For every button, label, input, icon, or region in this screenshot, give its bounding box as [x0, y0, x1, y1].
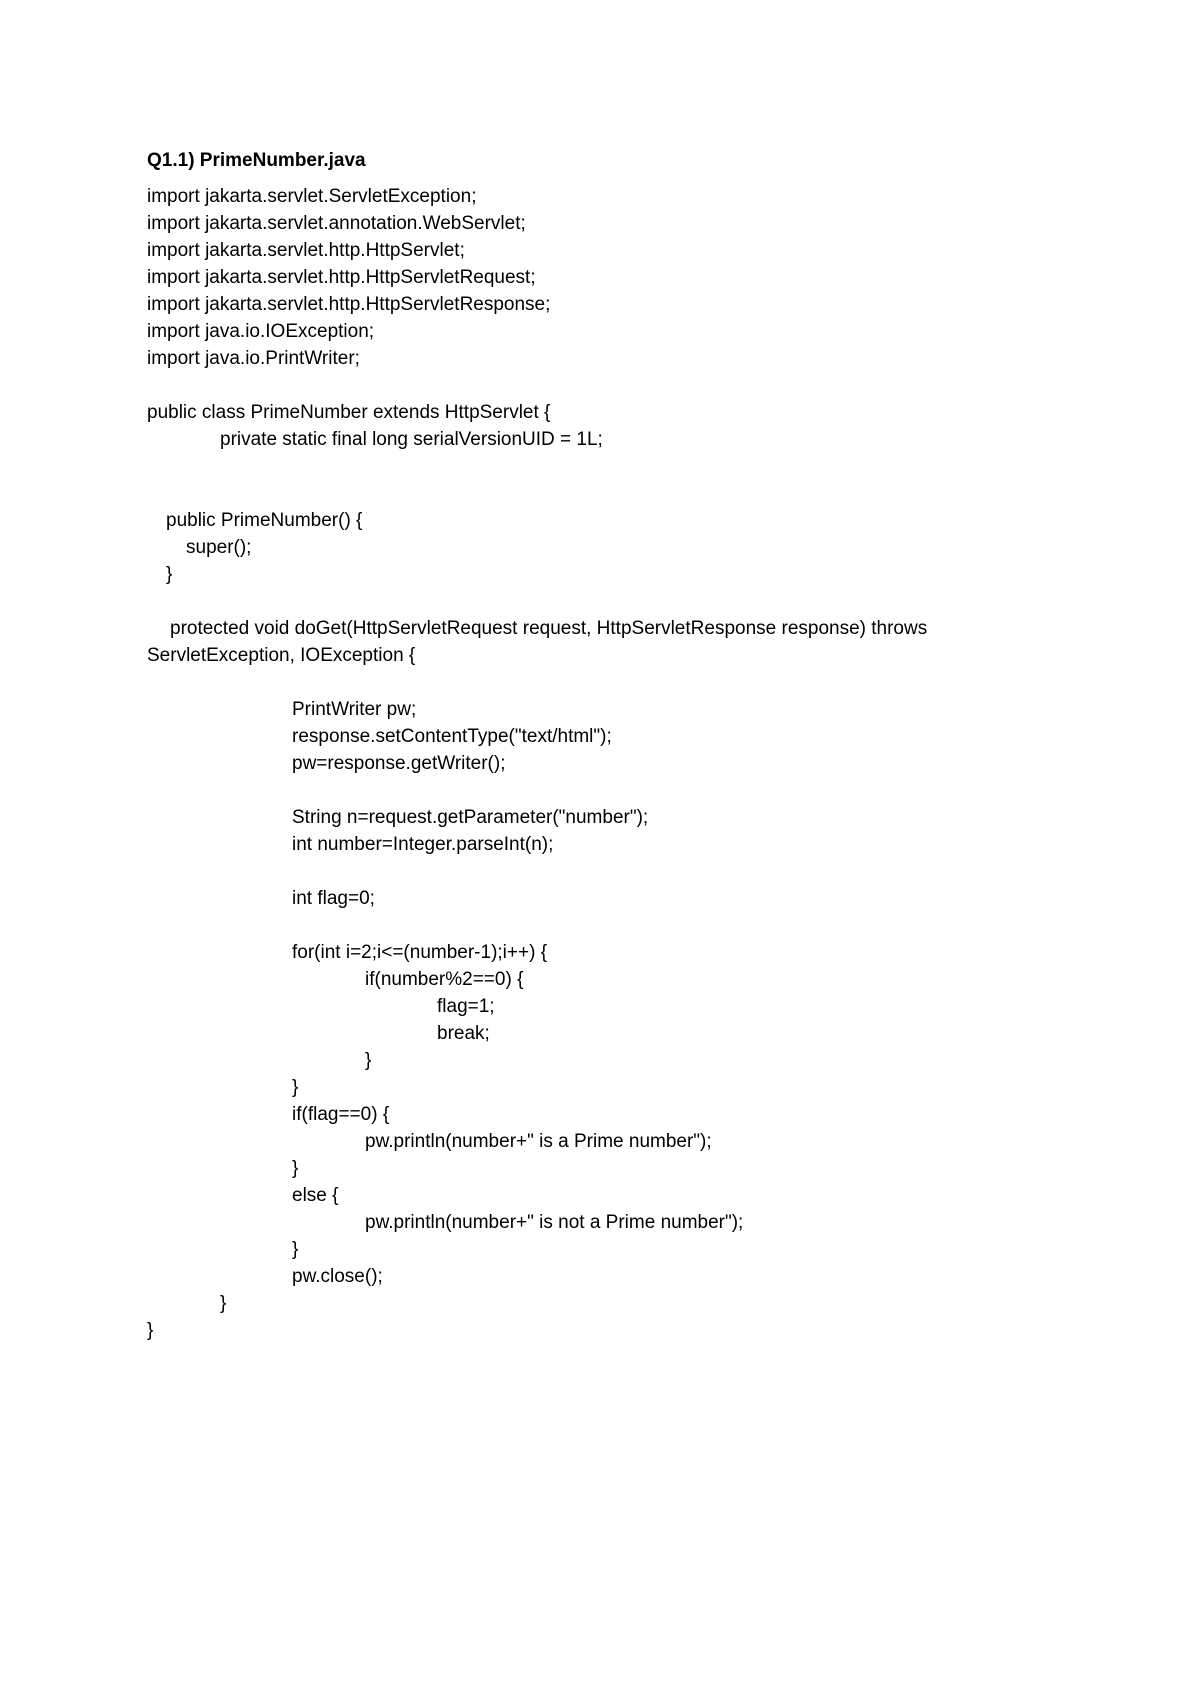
code-line: for(int i=2;i<=(number-1);i++) { — [292, 942, 548, 963]
code-line: } — [166, 564, 173, 585]
code-line: import java.io.IOException; — [147, 321, 375, 342]
code-line: public class PrimeNumber extends HttpServlet { — [147, 402, 551, 423]
code-line: if(number%2==0) { — [365, 969, 524, 990]
code-line: import jakarta.servlet.annotation.WebServlet; — [147, 213, 526, 234]
code-line: import jakarta.servlet.http.HttpServlet; — [147, 240, 465, 261]
code-line: else { — [292, 1185, 339, 1206]
code-line: if(flag==0) { — [292, 1104, 390, 1125]
code-line: } — [292, 1077, 299, 1098]
code-line: int number=Integer.parseInt(n); — [292, 834, 554, 855]
code-line: import jakarta.servlet.ServletException; — [147, 186, 477, 207]
code-line: break; — [437, 1023, 490, 1044]
code-line: flag=1; — [437, 996, 495, 1017]
code-line: pw.println(number+" is a Prime number"); — [365, 1131, 712, 1152]
code-line: int flag=0; — [292, 888, 375, 909]
code-line: pw.close(); — [292, 1266, 383, 1287]
code-line: import jakarta.servlet.http.HttpServletResponse; — [147, 294, 551, 315]
code-line: } — [365, 1050, 372, 1071]
code-line: response.setContentType("text/html"); — [292, 726, 612, 747]
code-line: } — [147, 1320, 154, 1341]
code-line: } — [292, 1239, 299, 1260]
code-line: ServletException, IOException { — [147, 645, 416, 666]
code-line: import jakarta.servlet.http.HttpServletRequest; — [147, 267, 536, 288]
document-heading: Q1.1) PrimeNumber.java — [147, 150, 366, 171]
code-line: public PrimeNumber() { — [166, 510, 363, 531]
code-line: pw.println(number+" is not a Prime number"); — [365, 1212, 744, 1233]
code-line: String n=request.getParameter("number"); — [292, 807, 649, 828]
code-line: pw=response.getWriter(); — [292, 753, 506, 774]
code-line: PrintWriter pw; — [292, 699, 417, 720]
code-line: protected void doGet(HttpServletRequest request, HttpServletResponse response) throws — [170, 618, 928, 639]
code-line: } — [292, 1158, 299, 1179]
code-line: } — [220, 1293, 227, 1314]
code-line: import java.io.PrintWriter; — [147, 348, 360, 369]
code-line: super(); — [186, 537, 252, 558]
code-line: private static final long serialVersionUID = 1L; — [220, 429, 603, 450]
